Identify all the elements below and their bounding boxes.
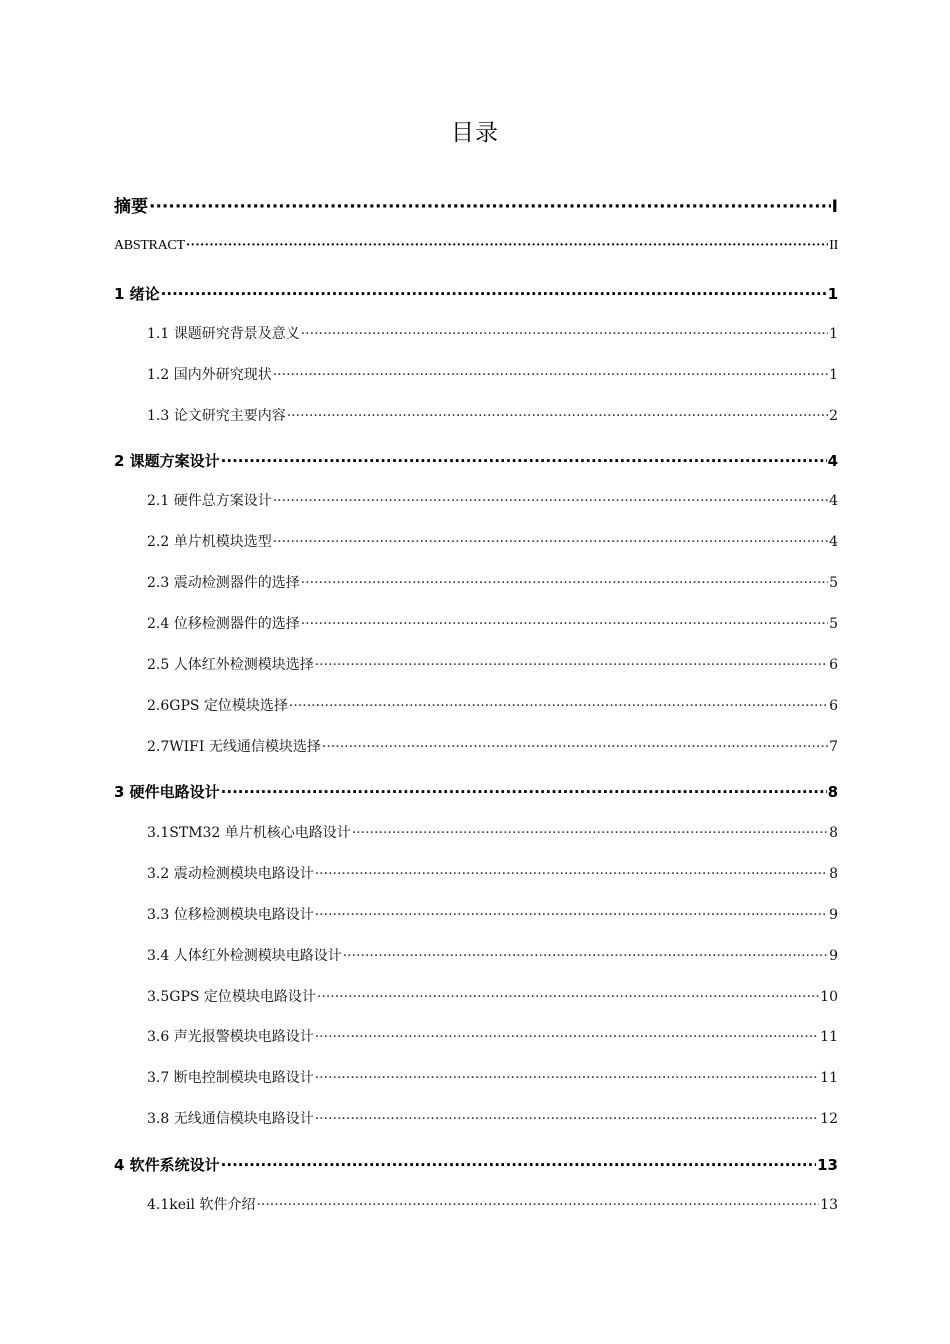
toc-entry[interactable] (114, 192, 838, 217)
toc-dot-leader (221, 783, 827, 801)
toc-entry-page-number: 2 (829, 408, 838, 424)
toc-entry-label: 3 硬件电路设计 (114, 783, 220, 801)
toc-entry-page-number: 7 (829, 739, 838, 755)
toc-entry-page-number: II (829, 238, 838, 253)
toc-entry-label: 2.3 震动检测器件的选择 (147, 575, 300, 591)
toc-entry-label: 3.4 人体红外检测模块电路设计 (147, 948, 342, 964)
toc-dot-leader (273, 534, 828, 550)
toc-entry-page-number: 4 (829, 493, 838, 509)
toc-entry[interactable] (147, 945, 838, 965)
toc-entry-page-number: 9 (829, 948, 838, 964)
toc-dot-leader (221, 452, 827, 470)
toc-entry-page-number: 1 (827, 285, 838, 303)
toc-entry[interactable] (114, 283, 838, 304)
toc-entry[interactable] (147, 364, 838, 384)
toc-entry-label: 3.7 断电控制模块电路设计 (147, 1070, 314, 1086)
toc-entry-label: 3.5GPS 定位模块电路设计 (147, 989, 316, 1005)
toc-entry-label: 摘要 (114, 197, 148, 217)
toc-dot-leader (301, 326, 828, 342)
toc-entry-label: 2.2 单片机模块选型 (147, 534, 272, 550)
toc-title: 目录 (451, 120, 499, 146)
toc-entry[interactable] (147, 490, 838, 510)
toc-dot-leader (315, 907, 828, 923)
toc-entry-label: 4.1keil 软件介绍 (147, 1197, 256, 1213)
toc-entry-page-number: 5 (829, 616, 838, 632)
toc-dot-leader (221, 1156, 816, 1174)
toc-entry-page-number: I (831, 197, 838, 217)
toc-entry-label: 3.3 位移检测模块电路设计 (147, 907, 314, 923)
toc-dot-leader (161, 285, 827, 303)
toc-dot-leader (315, 866, 828, 882)
toc-entry-label: 2.6GPS 定位模块选择 (147, 698, 288, 714)
toc-entry-label: 2.7WIFI 无线通信模块选择 (147, 739, 321, 755)
toc-entry[interactable] (114, 238, 838, 254)
toc-entry[interactable] (147, 1194, 838, 1214)
toc-entry-label: 1 绪论 (114, 285, 160, 303)
toc-entry-page-number: 1 (829, 367, 838, 383)
toc-entry-label: 3.1STM32 单片机核心电路设计 (147, 825, 351, 841)
toc-dot-leader (301, 616, 828, 632)
toc-dot-leader (315, 1070, 819, 1086)
toc-entry-page-number: 13 (817, 1156, 838, 1174)
toc-entry[interactable] (147, 1026, 838, 1046)
toc-entry-page-number: 1 (829, 326, 838, 342)
toc-entry-page-number: 9 (829, 907, 838, 923)
toc-entry[interactable] (147, 863, 838, 883)
toc-entry[interactable] (114, 781, 838, 802)
toc-entry-label: 3.2 震动检测模块电路设计 (147, 866, 314, 882)
toc-entry[interactable] (147, 822, 838, 842)
toc-dot-leader (315, 1111, 819, 1127)
toc-entry-page-number: 6 (829, 657, 838, 673)
toc-entry[interactable] (114, 450, 838, 471)
toc-entry-page-number: 12 (820, 1111, 838, 1127)
toc-entry[interactable] (147, 695, 838, 715)
toc-entry[interactable] (147, 1108, 838, 1128)
toc-entry-label: 3.6 声光报警模块电路设计 (147, 1029, 314, 1045)
toc-entry-page-number: 4 (827, 452, 838, 470)
toc-entry[interactable] (114, 1154, 838, 1175)
toc-dot-leader (315, 1029, 819, 1045)
toc-dot-leader (289, 698, 828, 714)
toc-entry[interactable] (147, 1067, 838, 1087)
toc-entry[interactable] (147, 613, 838, 633)
toc-dot-leader (186, 238, 829, 254)
toc-entry-label: 1.1 课题研究背景及意义 (147, 326, 300, 342)
toc-dot-leader (287, 408, 828, 424)
toc-entry[interactable] (147, 736, 838, 756)
toc-entry-page-number: 6 (829, 698, 838, 714)
toc-entry[interactable] (147, 986, 838, 1006)
toc-dot-leader (317, 989, 819, 1005)
toc-dot-leader (301, 575, 828, 591)
toc-entry-page-number: 5 (829, 575, 838, 591)
toc-entry-label: 2.5 人体红外检测模块选择 (147, 657, 314, 673)
toc-dot-leader (273, 367, 828, 383)
toc-entry[interactable] (147, 323, 838, 343)
toc-entry-label: 2.4 位移检测器件的选择 (147, 616, 300, 632)
toc-dot-leader (149, 197, 831, 217)
toc-entry-page-number: 10 (820, 989, 838, 1005)
toc-entry-page-number: 11 (820, 1029, 838, 1045)
toc-entry[interactable] (147, 572, 838, 592)
toc-dot-leader (256, 1197, 819, 1213)
toc-entry-page-number: 11 (820, 1070, 838, 1086)
toc-entry-label: 2 课题方案设计 (114, 452, 220, 470)
toc-entry-page-number: 8 (829, 825, 838, 841)
toc-entry[interactable] (147, 654, 838, 674)
toc-entry-page-number: 4 (829, 534, 838, 550)
toc-entry-page-number: 13 (820, 1197, 838, 1213)
toc-dot-leader (315, 657, 828, 673)
toc-entry[interactable] (147, 405, 838, 425)
toc-dot-leader (273, 493, 828, 509)
toc-entry-page-number: 8 (829, 866, 838, 882)
toc-dot-leader (322, 739, 828, 755)
toc-entry-label: ABSTRACT (114, 238, 185, 253)
toc-entry[interactable] (147, 531, 838, 551)
toc-entry[interactable] (147, 904, 838, 924)
toc-entry-page-number: 8 (827, 783, 838, 801)
toc-dot-leader (343, 948, 828, 964)
toc-entry-label: 3.8 无线通信模块电路设计 (147, 1111, 314, 1127)
toc-entry-label: 1.2 国内外研究现状 (147, 367, 272, 383)
toc-entry-label: 2.1 硬件总方案设计 (147, 493, 272, 509)
toc-entry-label: 4 软件系统设计 (114, 1156, 220, 1174)
toc-dot-leader (352, 825, 828, 841)
toc-entry-label: 1.3 论文研究主要内容 (147, 408, 286, 424)
